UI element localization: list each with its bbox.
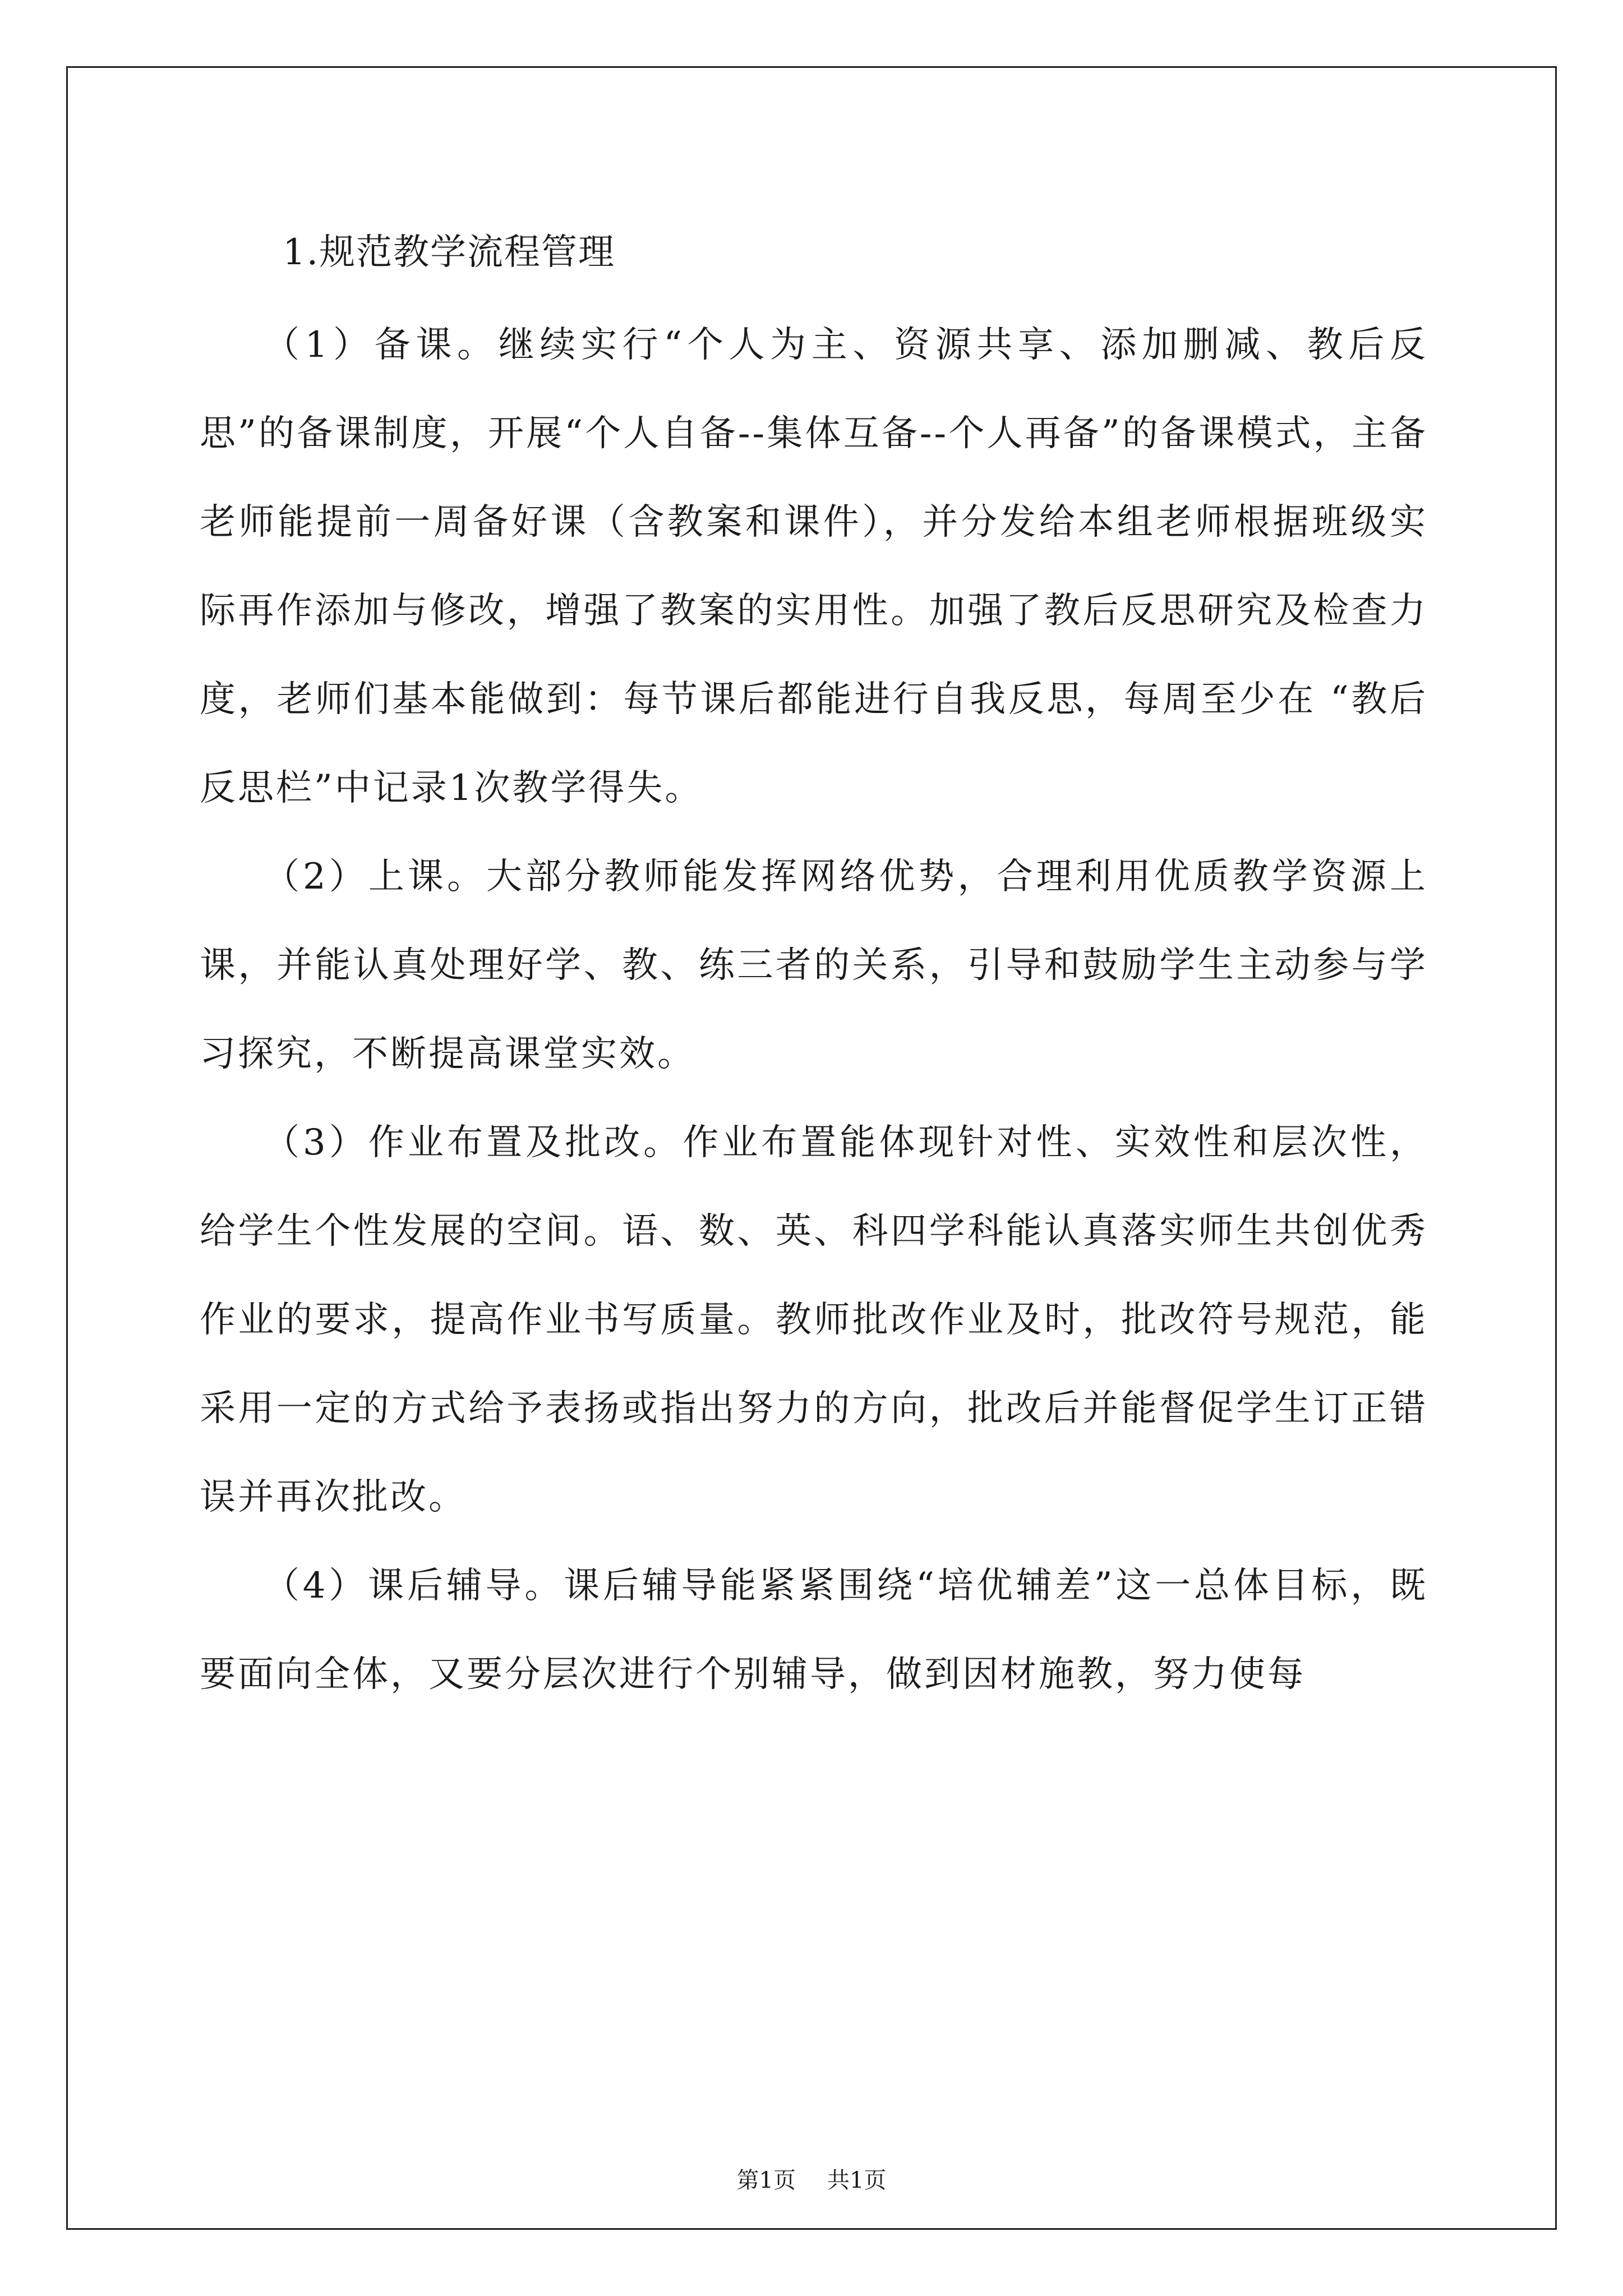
- paragraph-tutoring: （4）课后辅导。课后辅导能紧紧围绕“培优辅差”这一总体目标，既要面向全体，又要分层次进行个别辅导，做到因材施教，努力使每: [200, 1565, 1428, 1695]
- page-number: 第1页: [736, 2168, 796, 2193]
- section-heading: 1.规范教学流程管理: [283, 232, 616, 273]
- paragraph-teaching: （2）上课。大部分教师能发挥网络优势，合理利用优质教学资源上课，并能认真处理好学、教、练三者的关系，引导和鼓励学生主动参与学习探究，不断提高课堂实效。: [200, 856, 1428, 1075]
- total-pages: 共1页: [827, 2168, 887, 2193]
- document-body: [200, 219, 1428, 1719]
- paragraph-lesson-prep: （1）备课。继续实行“个人为主、资源共享、添加删减、教后反思”的备课制度，开展“个人自备--集体互备--个人再备”的备课模式，主备老师能提前一周备好课（含教案和课件），并分发给本组老师根据班级实际再作添加与修改，增强了教案的实用性。加强了教后反思研究及检查力度，老师们基本能做到：每节课后都能进行自我反思，每周至少在 “教后反思栏”中记录1次教学得失。: [200, 324, 1428, 809]
- paragraph-homework: （3）作业布置及批改。作业布置能体现针对性、实效性和层次性，给学生个性发展的空间。语、数、英、科四学科能认真落实师生共创优秀作业的要求，提高作业书写质量。教师批改作业及时，批改符号规范，能采用一定的方式给予表扬或指出努力的方向，批改后并能督促学生订正错误并再次批改。: [200, 1122, 1428, 1518]
- page-footer: [0, 2166, 1623, 2194]
